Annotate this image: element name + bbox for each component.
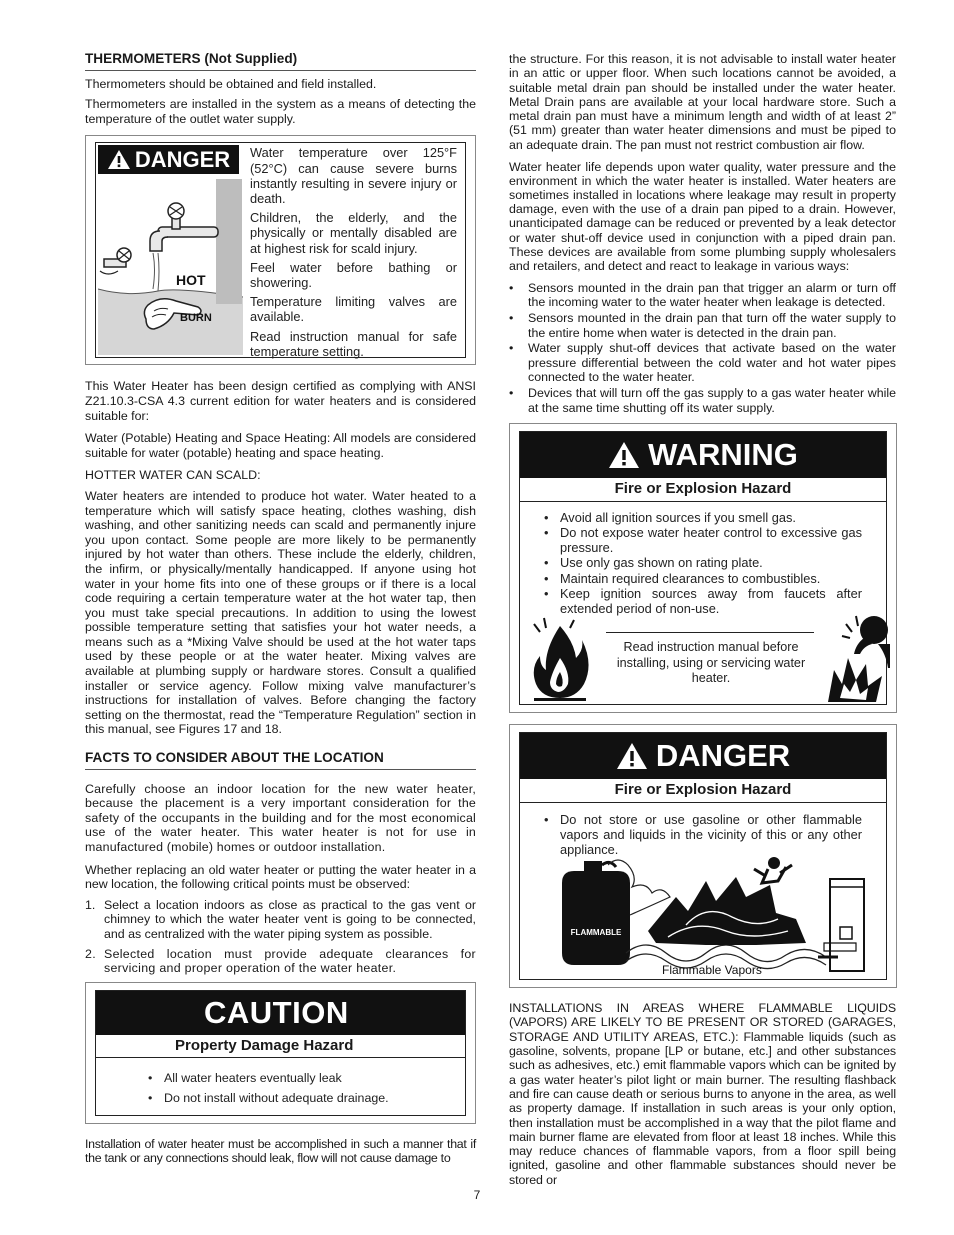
hotter-water-paragraph: HOTTER WATER CAN SCALD: [85, 468, 261, 483]
critical-points-list [85, 898, 476, 976]
list-item: • Water supply shut-off devices that activate based on the water pressure differential between the cold water and hot water pipes connected to the water heater. [509, 341, 896, 385]
install-paragraph: Installation of water heater must be accomplished in such a manner that if the tank or any connections should leak, flow will not cause damage to [85, 1136, 476, 1165]
list-item: • Devices that will turn off the gas supply to a gas water heater while at the same time shutting off its water supply. [509, 386, 896, 415]
caution-subtitle: Property Damage Hazard [96, 1035, 465, 1059]
warning-subtitle: Fire or Explosion Hazard [520, 478, 886, 502]
danger-scald-text [250, 145, 457, 359]
flammable-vapors-label: Flammable Vapors [662, 963, 762, 978]
warning-items [520, 502, 886, 616]
flammable-installations-paragraph: INSTALLATIONS IN AREAS WHERE FLAMMABLE LIQUIDS (VAPORS) ARE LIKELY TO BE PRESENT OR STORED (GARAGES, STORAGE AND UTILITY AREAS, ETC.): Flammable liquids (such as gasoline, solvents, propane [LP or butane, etc.] and other substances such as adhesives, etc.) emit flammable vapors which can be ignited by a gas water heater’s pilot light or main burner. The resulting flashback and fire can cause death or serious burns to anyone in the area, as well as property damage. If installation in such areas is your only option, then installation must be accomplished in a way that the pilot flame and main burner flame are elevated from floor at least 18 inches. While this may reduce chances of flammable vapors, from a floor spill being ignited, gasoline and other flammable substances should never be stored or [509, 1001, 896, 1187]
danger-line-5: Read instruction manual for safe temperature setting. [250, 328, 457, 359]
danger-title-bar: DANGER [520, 733, 886, 779]
warning-item: • Avoid all ignition sources if you smell gas. [542, 510, 862, 525]
list-item: • Sensors mounted in the drain pan that turn off the water supply to the entire home when water is detected in the drain pan. [509, 311, 896, 340]
danger-line-3: Feel water before bathing or showering. [250, 259, 457, 290]
certified-paragraph: This Water Heater has been design certified as complying with ANSI Z21.10.3-CSA 4.3 current edition for water heaters and is considered suitable for: [85, 379, 476, 423]
right-column [509, 52, 896, 1195]
danger-line-4: Temperature limiting valves are available. [250, 294, 457, 325]
caution-items [96, 1058, 465, 1108]
danger-flammable-sign [509, 724, 897, 988]
list-item: 2. Selected location must provide adequate clearances for servicing and proper operation of the water heater. [85, 946, 476, 976]
facts-paragraph-2: Whether replacing an old water heater or putting the water heater in a new location, the following critical points must be observed: [85, 862, 476, 892]
structure-paragraph: the structure. For this reason, it is not advisable to install water heater in an attic or upper floor. When such locations cannot be avoided, a suitable metal drain pan should be installed under the water heater. Metal Drain pans are available at your local hardware store. Such a metal drain pan must have a minimum length and width of at least 2” (51 mm) greater than water heater dimensions and must be piped to an adequate drain. The pan must not restrict combustion air flow. [509, 52, 896, 152]
leak-devices-list [509, 281, 896, 415]
suitable-paragraph: Water (Potable) Heating and Space Heating: All models are considered suitable for water (potable) heating and space heating. [85, 431, 476, 460]
facts-heading: FACTS TO CONSIDER ABOUT THE LOCATION [85, 751, 476, 770]
facts-paragraph-1: Carefully choose an indoor location for the new water heater, because the placement is a very important consideration for the safety of the occupants in the building and for the most economical use of the water heater. This water heater is not for use in manufactured (mobile) homes or outdoor installation. [85, 781, 476, 854]
danger-items [520, 803, 886, 858]
warning-item: • Keep ignition sources away from faucets after extended period of non-use. [542, 586, 862, 616]
warning-triangle-icon [107, 149, 131, 170]
thermometers-heading: THERMOMETERS (Not Supplied) [85, 52, 476, 71]
warning-title-bar: WARNING [520, 432, 886, 478]
caution-title: CAUTION [96, 991, 465, 1035]
warning-triangle-icon [616, 742, 648, 770]
water-heater-life-paragraph: Water heater life depends upon water quality, water pressure and the environment in which the water heater is installed. Water heaters are sometimes installed in locations where leakage may result in property damage, even with the use of a drain pan piped to a drain. However, unanticipated damage can be reduced or prevented by a leak detector or water shut-off device used in conjunction with a piped drain pan. These devices are available from some plumbing supply wholesalers and retailers, and detect and react to leakage in various ways: [509, 160, 896, 273]
explosion-person-icon [826, 614, 890, 702]
warning-item: • Maintain required clearances to combustibles. [542, 571, 862, 586]
warning-sign [509, 423, 897, 713]
flame-icon [530, 614, 590, 702]
hot-water-burn-illustration [98, 179, 243, 355]
danger-badge: DANGER [98, 145, 239, 174]
danger-line-2: Children, the elderly, and the physically or mentally disabled are at highest risk for scald injury. [250, 210, 457, 256]
hot-label: HOT [176, 272, 206, 289]
scald-paragraph: Water heaters are intended to produce hot water. Water heated to a temperature which will satisfy space heating, clothes washing, dish washing, and other sanitizing needs can scald and permanently injure you upon contact. Some people are more likely to be permanently injured by hot water than others. These include the elderly, children, the infirm, or physically/mentally handicapped. If anyone using hot water in your home fits into one of these groups or if there is a local code requiring a certain temperature water at the hot water tap, then you must take special precautions. In addition to using the lowest possible temperature setting that satisfies your hot water needs, a means such as a *Mixing Valve should be used at the hot water taps used by these people or at the water heater. Mixing valves are available at plumbing supply or hardware stores. Consult a qualified installer or service agency. Follow mixing valve manufacturer’s instructions for installation of valves. Before changing the factory setting on the thermostat, read the “Temperature Regulation” section in this manual, see Figures 17 and 18. [85, 488, 476, 737]
caution-item: • All water heaters eventually leak [146, 1068, 465, 1088]
list-item: 1. Select a location indoors as close as practical to the gas vent or chimney to which the water heater vent is going to be connected, and as centralized with the water piping system as possible. [85, 897, 476, 941]
danger-line-1: Water temperature over 125°F (52°C) can cause severe burns instantly resulting in severe injury or death. [250, 145, 457, 206]
caution-sign [85, 982, 476, 1124]
page-number: 7 [473, 1188, 481, 1202]
burn-label: BURN [180, 312, 212, 325]
left-column [85, 52, 476, 1173]
danger-item: • Do not store or use gasoline or other flammable vapors and liquids in the vicinity of this or any other appliance. [542, 812, 862, 858]
warning-note: Read instruction manual before installing, using or servicing water heater. [616, 640, 806, 686]
danger-scald-sign [85, 135, 476, 365]
thermometers-paragraph-1: Thermometers should be obtained and field installed. [85, 76, 377, 91]
warning-item: • Use only gas shown on rating plate. [542, 555, 862, 570]
warning-triangle-icon [608, 441, 640, 469]
flammable-can-label: FLAMMABLE [570, 928, 622, 938]
danger-subtitle: Fire or Explosion Hazard [520, 779, 886, 803]
warning-item: • Do not expose water heater control to excessive gas pressure. [542, 525, 862, 555]
caution-item: • Do not install without adequate drainage. [146, 1088, 465, 1108]
warning-note-rule [606, 632, 814, 633]
thermometers-paragraph-2: Thermometers are installed in the system as a means of detecting the temperature of the outlet water supply. [85, 97, 476, 126]
flammable-vapors-illustration [556, 857, 892, 977]
list-item: • Sensors mounted in the drain pan that trigger an alarm or turn off the incoming water to the water heater when leakage is detected. [509, 281, 896, 310]
